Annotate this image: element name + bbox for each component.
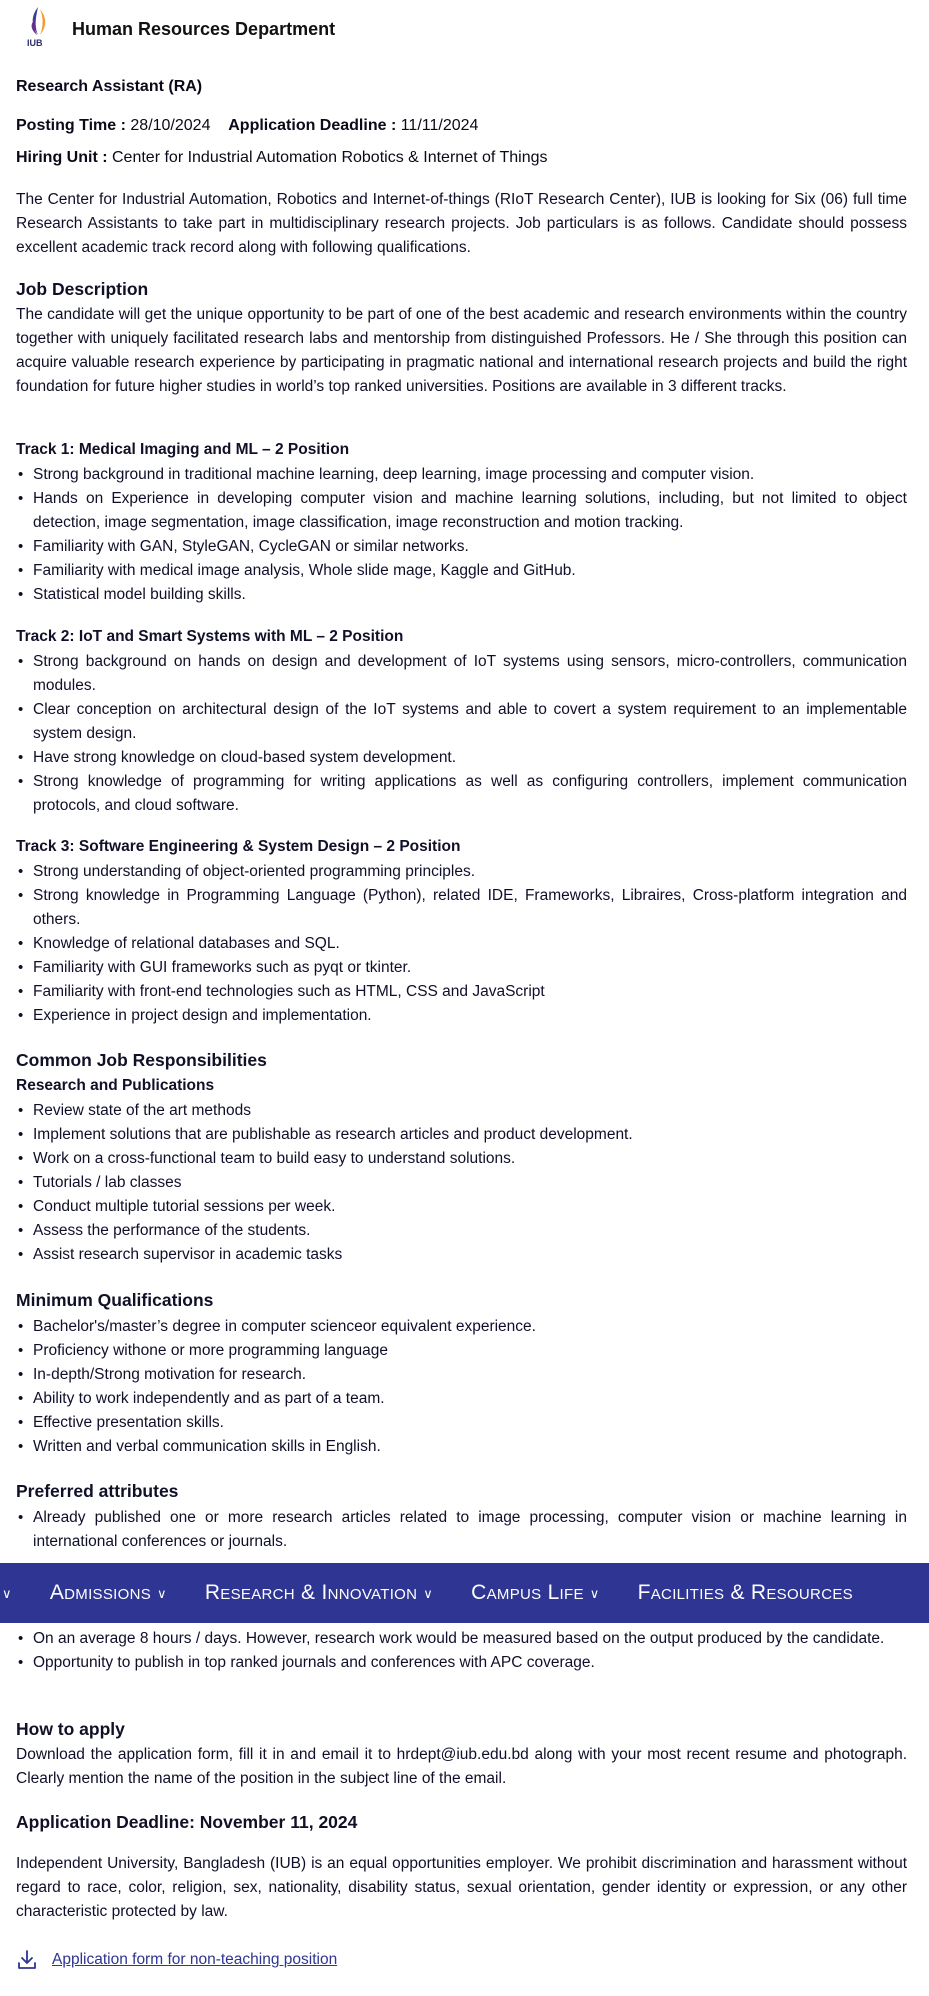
nav-item-facilities[interactable]	[638, 1581, 853, 1605]
list-item: • Strong background on hands on design and development of IoT systems using sensors, micro-controllers, communication modules.	[16, 650, 907, 698]
download-icon	[16, 1949, 38, 1971]
responsibilities-subheading: Research and Publications	[16, 1077, 215, 1094]
download-link[interactable]	[16, 1949, 337, 1971]
hiring-value: Center for Industrial Automation Robotics & Internet of Things	[112, 149, 548, 166]
list-item: • Effective presentation skills.	[16, 1411, 907, 1435]
hiring-unit	[16, 149, 548, 167]
list-item: • Bachelor's/master’s degree in computer scienceor equivalent experience.	[16, 1315, 907, 1339]
chevron-down-icon: ∨	[2, 1586, 12, 1601]
posting-info	[16, 117, 478, 135]
preferred-list	[16, 1506, 907, 1554]
equal-opportunity-text: Independent University, Bangladesh (IUB) is an equal opportunities employer. We prohibit discrimination and harassment without regard to race, color, religion, sex, nationality, disability status, sexual orientation, gender identity or expression, or any other characteristic protected by law.	[16, 1855, 907, 1920]
deadline-heading: Application Deadline: November 11, 2024	[16, 1812, 358, 1832]
how-to-apply-heading: How to apply	[16, 1719, 125, 1739]
department-title: Human Resources Department	[72, 18, 336, 39]
min-qualifications-heading: Minimum Qualifications	[16, 1290, 214, 1310]
list-item: • Familiarity with front-end technologies such as HTML, CSS and JavaScript	[16, 980, 907, 1004]
hiring-label: Hiring Unit :	[16, 149, 108, 166]
list-item: • Written and verbal communication skills in English.	[16, 1435, 907, 1459]
nav-item-prev[interactable]	[0, 1585, 12, 1601]
list-item: • Strong background in traditional machine learning, deep learning, image processing and computer vision.	[16, 463, 907, 487]
deadline-label: Application Deadline :	[228, 117, 397, 134]
track-2-heading: Track 2: IoT and Smart Systems with ML – 2 Position	[16, 628, 404, 645]
deadline-value: 11/11/2024	[400, 117, 479, 134]
list-item: • Familiarity with GAN, StyleGAN, CycleGAN or similar networks.	[16, 535, 907, 559]
track-2-list	[16, 650, 907, 818]
list-item: • Assess the performance of the students.	[16, 1219, 907, 1243]
nav-item-campus-life[interactable]	[471, 1581, 600, 1605]
job-description-text: The candidate will get the unique opportunity to be part of one of the best academic and research environments within the country together with uniquely facilitated research labs and mentorship from distinguished Professors. He / She through this position can acquire valuable research experience by participating in pragmatic national and international research projects and build the right foundation for future higher studies in world’s top ranked universities. Positions are available in 3 different tracks.	[16, 306, 907, 395]
track-1-list	[16, 463, 907, 607]
posting-value: 28/10/2024	[130, 117, 211, 134]
list-item: • Strong understanding of object-oriented programming principles.	[16, 860, 907, 884]
responsibilities-heading: Common Job Responsibilities	[16, 1050, 267, 1070]
benefits-list	[16, 1627, 907, 1675]
nav-label: Admissions	[49, 1581, 152, 1604]
track-3-list	[16, 860, 907, 1028]
page-header	[24, 4, 335, 54]
nav-label: Research & Innovation	[204, 1581, 418, 1604]
responsibilities-list	[16, 1099, 907, 1267]
list-item: • Tutorials / lab classes	[16, 1171, 907, 1195]
application-form-link[interactable]: Application form for non-teaching position	[52, 1951, 338, 1968]
list-item: • Conduct multiple tutorial sessions per week.	[16, 1195, 907, 1219]
list-item: • Ability to work independently and as part of a team.	[16, 1387, 907, 1411]
list-item: • Familiarity with medical image analysis, Whole slide mage, Kaggle and GitHub.	[16, 559, 907, 583]
list-item: • Strong knowledge of programming for writing applications as well as configuring controllers, implement communication protocols, and cloud software.	[16, 770, 907, 818]
nav-item-research[interactable]	[205, 1581, 433, 1605]
list-item: • Experience in project design and implementation.	[16, 1004, 907, 1028]
chevron-down-icon: ∨	[589, 1586, 600, 1601]
nav-label: Facilities & Resources	[637, 1581, 853, 1604]
intro-paragraph: The Center for Industrial Automation, Robotics and Internet-of-things (RIoT Research Center), IUB is looking for Six (06) full time Research Assistants to take part in multidisciplinary research projects. Job particulars is as follows. Candidate should possess excellent academic track record along with following qualifications.	[16, 191, 907, 256]
iub-logo[interactable]	[24, 5, 58, 53]
posting-label: Posting Time :	[16, 117, 126, 134]
list-item: • Have strong knowledge on cloud-based system development.	[16, 746, 907, 770]
list-item: • On an average 8 hours / days. However, research work would be measured based on the output produced by the candidate.	[16, 1627, 907, 1651]
list-item: • Knowledge of relational databases and SQL.	[16, 932, 907, 956]
list-item: • Familiarity with GUI frameworks such as pyqt or tkinter.	[16, 956, 907, 980]
chevron-down-icon: ∨	[157, 1586, 167, 1601]
list-item: • Review state of the art methods	[16, 1099, 907, 1123]
list-item: • Hands on Experience in developing computer vision and machine learning solutions, including, but not limited to object detection, image segmentation, image classification, image reconstruction and motion tracking.	[16, 487, 907, 535]
list-item: • Opportunity to publish in top ranked journals and conferences with APC coverage.	[16, 1651, 907, 1675]
how-to-apply-text: Download the application form, fill it in and email it to hrdept@iub.edu.bd along with your most recent resume and photograph. Clearly mention the name of the position in the subject line of the email.	[16, 1746, 907, 1787]
nav-item-admissions[interactable]	[50, 1581, 167, 1605]
job-title: Research Assistant (RA)	[16, 78, 203, 95]
list-item: • Implement solutions that are publishable as research articles and product development.	[16, 1123, 907, 1147]
list-item: • Already published one or more research articles related to image processing, computer vision or machine learning in international conferences or journals.	[16, 1506, 907, 1554]
chevron-down-icon: ∨	[423, 1586, 434, 1601]
list-item: • In-depth/Strong motivation for research.	[16, 1363, 907, 1387]
list-item: • Clear conception on architectural design of the IoT systems and able to covert a system requirement to an implementable system design.	[16, 698, 907, 746]
list-item: • Proficiency withone or more programming language	[16, 1339, 907, 1363]
nav-label: Campus Life	[471, 1581, 584, 1604]
list-item: • Assist research supervisor in academic tasks	[16, 1243, 907, 1267]
list-item: • Strong knowledge in Programming Language (Python), related IDE, Frameworks, Libraires, Cross-platform integration and others.	[16, 884, 907, 932]
job-description-heading: Job Description	[16, 279, 149, 299]
track-3-heading: Track 3: Software Engineering & System Design – 2 Position	[16, 838, 461, 855]
list-item: • Work on a cross-functional team to build easy to understand solutions.	[16, 1147, 907, 1171]
preferred-heading: Preferred attributes	[16, 1481, 179, 1501]
main-navbar	[0, 1563, 929, 1623]
list-item: • Statistical model building skills.	[16, 583, 907, 607]
track-1-heading: Track 1: Medical Imaging and ML – 2 Position	[16, 441, 350, 458]
min-qualifications-list	[16, 1315, 907, 1459]
logo-text: IUB	[27, 38, 43, 48]
